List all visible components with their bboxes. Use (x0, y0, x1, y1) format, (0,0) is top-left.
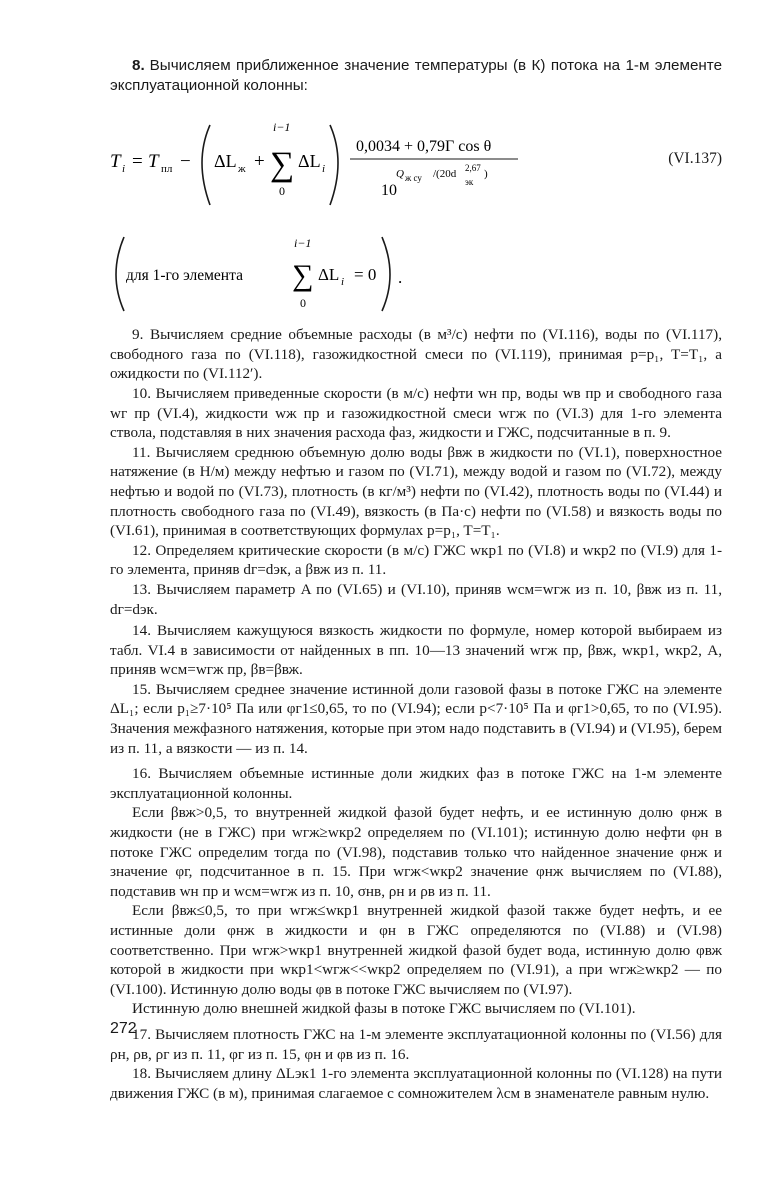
sum-sign: ∑ (270, 146, 295, 184)
den-exp-q: Q (396, 168, 404, 181)
paragraph-text: Вычисляем плотность ГЖС на 1-м элементе эксплуатационной колонны по (VI.56) для ρн, ρв, ρг из п. 11, φг из п. 15, φн и φв из п. 16. (110, 1025, 722, 1063)
paragraph-16a (110, 803, 722, 901)
item-number: 12. (132, 541, 151, 559)
right-paren (330, 125, 338, 205)
formula-graphic (110, 109, 670, 221)
formula-minus: − (180, 151, 191, 173)
formula2-label: для 1-го элемента (126, 267, 243, 285)
paragraph-15 (110, 680, 722, 758)
page-body (110, 56, 722, 1103)
den-exp-tail: /(20d (433, 168, 457, 181)
item-number: 8. (132, 57, 145, 74)
paragraph-18 (110, 1064, 722, 1103)
paragraph-text: Вычисляем параметр A по (VI.65) и (VI.10), приняв wсм=wгж из п. 10, βвж из п. 11, dг=dэк. (110, 580, 722, 618)
right-paren-2 (382, 237, 390, 311)
formula-dli-sub: i (322, 163, 326, 176)
paragraph-16 (110, 764, 722, 803)
paragraph-text: Вычисляем кажущуюся вязкость жидкости по формуле, номер которой выбираем из табл. VI.4 в зависимости от найденных в пп. 10—13 значений wгж пр, βвж, wкр1, wкр2, A, приняв wсм=wгж пр, βв=βвж. (110, 622, 723, 679)
paragraph-text: Вычисляем среднее значение истинной доли газовой фазы в потоке ГЖС на элементе ΔL₁; если p₁≥7·10⁵ Па или φг1≤0,65, то по (VI.94); если p<7·10⁵ Па и φг1>0,65, то по (VI.95). Значения межфазного натяжения, которые при этом надо подставить в (VI.94) и (VI.95), берем из п. 11, а вязкости — из п. 14. (110, 680, 723, 757)
formula-ti-sub: i (122, 163, 126, 176)
paragraph-17 (110, 1025, 722, 1064)
sum-top-2: i−1 (294, 236, 312, 251)
left-paren (202, 125, 210, 205)
formula-dli: ΔL (298, 151, 321, 172)
paragraph-16b (110, 901, 722, 999)
formula-dlzh: ΔL (214, 151, 237, 172)
paragraph-text: Истинную долю внешней жидкой фазы в потоке ГЖС вычисляем по (VI.101). (132, 1000, 636, 1018)
formula-first-element (110, 235, 722, 313)
formula-tpl: T (148, 151, 159, 173)
formula2-after: . (398, 268, 403, 288)
paragraph-13 (110, 580, 722, 619)
den-exp-close: ) (484, 168, 488, 181)
formula-graphic-2 (110, 235, 510, 313)
paragraph-text: Если βвж>0,5, то внутренней жидкой фазой будет нефть, и ее истинную долю φнж в жидкости (не в ГЖС) при wгж≥wкр2 определяем по (VI.101); истинную долю нефти φн в потоке ГЖС определим тогда по (VI.98), подставив только что найденное значение φнж и значение φг, подсчитанное в п. 15. При wгж<wкр2 значение φнж вычисляем по (VI.88), подставив wн пр и wсм=wгж из п. 10, σнв, ρн и ρв из п. 11. (110, 804, 722, 900)
equation-number: (VI.137) (668, 150, 722, 168)
formula-dlzh-sub: ж (238, 163, 246, 176)
formula2-dl-sub: i (341, 276, 345, 289)
item-number: 18. (132, 1065, 151, 1083)
paragraph-16c (110, 999, 722, 1019)
sum-bottom: 0 (279, 184, 285, 199)
paragraph-text: Если βвж≤0,5, то при wгж≤wкр1 внутренней жидкой фазой также будет нефть, и ее истинные доли φнж в жидкости и φн в ГЖС определяются по (VI.88) и (VI.98) соответственно. При wгж>wкр1 внутренней жидкой фазой будет вода, истинную долю φвж которой в жидкости при wкр1<wгж<<wкр2 определяем по (VI.91), а при wгж≥wкр2 — по (VI.100). Истинную долю воды φв в потоке ГЖС вычисляем по (VI.97). (110, 902, 722, 998)
formula-vi-137 (110, 109, 722, 221)
formula-tpl-sub: пл (161, 163, 173, 176)
formula2-dl: ΔL (318, 265, 340, 285)
item-number: 10. (132, 384, 151, 402)
sum-top: i−1 (273, 120, 291, 135)
paragraph-text: Вычисляем объемные истинные доли жидких фаз в потоке ГЖС на 1-м элементе эксплуатационной колонны. (110, 765, 723, 802)
paragraph-10 (110, 384, 722, 443)
paragraph-text: Вычисляем приближенное значение температуры (в К) потока на 1-м элементе эксплуатационной колонны: (110, 57, 723, 94)
item-number: 13. (132, 580, 151, 598)
paragraph-14 (110, 621, 722, 680)
item-number: 9. (132, 326, 144, 344)
fraction-numerator: 0,0034 + 0,79Г cos θ (356, 138, 492, 156)
paragraph-text: Вычисляем длину ΔLэк1 1-го элемента эксплуатационной колонны по (VI.128) на пути движения ГЖС (в м), принимая слагаемое с сомножителем λсм в знаменателе равным нулю. (110, 1065, 722, 1102)
item-number: 11. (132, 443, 151, 461)
formula-plus: + (254, 151, 265, 173)
formula2-rest: = 0 (354, 265, 377, 285)
item-number: 14. (132, 622, 151, 640)
paragraph-8 (110, 56, 722, 95)
paragraph-9 (110, 325, 722, 384)
sum-sign-2: ∑ (292, 259, 314, 293)
paragraph-text: Вычисляем средние объемные расходы (в м³/с) нефти по (VI.116), воды по (VI.117), свободного газа по (VI.118), газожидкостной смеси по (VI.119), принимая p=p₁, T=T₁, а ожидкости по (VI.112′). (110, 326, 723, 383)
item-number: 16. (132, 765, 151, 783)
formula-ti: T (110, 151, 121, 173)
paragraph-text: Вычисляем приведенные скорости (в м/с) нефти wн пр, воды wв пр и свободного газа wг пр (VI.4), жидкости wж пр и газожидкостной смеси wгж по (VI.3) для 1-го элемента ствола, подставляя в них значения расхода фаз, жидкости и ГЖС, подсчитанные в п. 9. (110, 384, 722, 442)
paragraph-12 (110, 541, 722, 580)
paragraph-11 (110, 443, 722, 541)
formula-eq: = (132, 151, 143, 173)
den-base: 10 (381, 182, 397, 200)
paragraph-text: Вычисляем среднюю объемную долю воды βвж в жидкости по (VI.1), поверхностное натяжение (в Н/м) между нефтью и газом по (VI.71), между водой и газом по (VI.72), между нефтью и водой по (VI.73), плотность (в кг/м³) нефти по (VI.42), плотность воды по (VI.44) и плотность свободного газа по (VI.49), вязкость (в Па·с) нефти по (VI.58) и вязкость воды по (VI.61), принимая в соответствующих формулах p=p₁, T=T₁. (110, 443, 723, 540)
item-number: 17. (132, 1025, 151, 1043)
den-exp-d-sub: эк (465, 177, 474, 188)
paragraph-text: Определяем критические скорости (в м/с) ГЖС wкр1 по (VI.8) и wкр2 по (VI.9) для 1-го элемента, приняв dг=dэк, а βвж из п. 11. (110, 541, 723, 579)
den-exp-q-sub: ж су (405, 173, 422, 184)
page-number: 272 (110, 1020, 137, 1037)
item-number: 15. (132, 680, 151, 698)
den-exp-d-sup: 2,67 (465, 163, 481, 174)
sum-bottom-2: 0 (300, 296, 306, 311)
left-paren-2 (116, 237, 124, 311)
